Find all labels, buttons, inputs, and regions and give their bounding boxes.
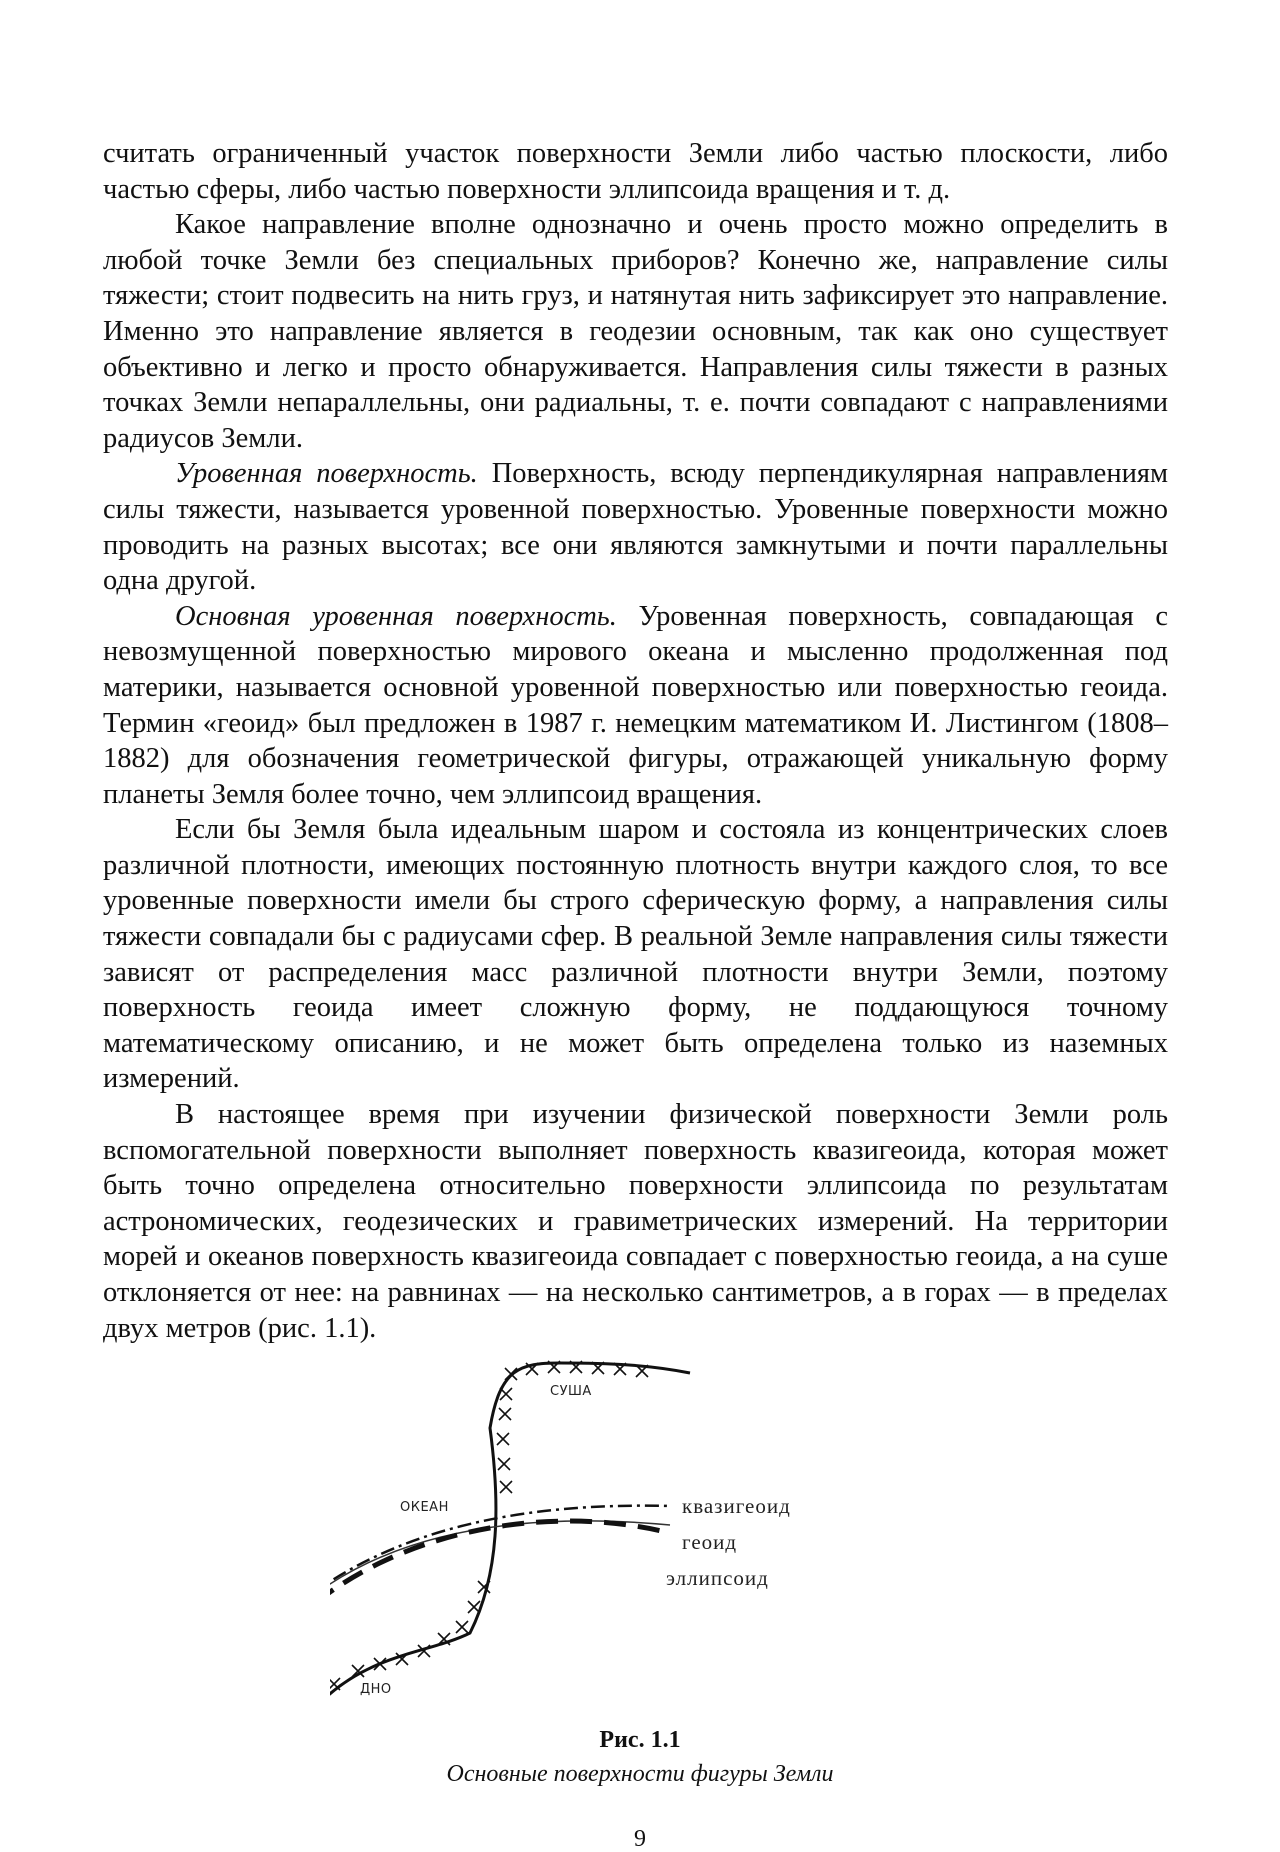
term-main-level-surface: Основная уровенная поверхность. — [175, 600, 617, 632]
label-bottom: ДНО — [360, 1682, 392, 1697]
paragraph-main-level-surface: Основная уровенная поверхность. Уровенная поверхность, совпадающая с невозмущенной поверхностью мирового океана и мысленно продолженная под материки, называется основной уровенной поверхностью или поверхностью геоида. Термин «геоид» был предложен в 1987 г. немецким математиком И. Листингом (1808–1882) для обозначения геометрической фигуры, отражающей уникальную форму планеты Земля более точно, чем эллипсоид вращения. — [103, 600, 1168, 810]
term-level-surface: Уровенная поверхность. — [175, 458, 478, 490]
paragraph-continued: считать ограниченный участок поверхности Земли либо частью плоскости, либо частью сферы, либо частью поверхности эллипсоида вращения и т. д. — [103, 138, 1168, 205]
label-quasigeoid: квазигеоид — [682, 1494, 791, 1518]
paragraph-quasigeoid: В настоящее время при изучении физической поверхности Земли роль вспомогательной поверхности выполняет поверхность квазигеоида, которая может быть точно определена относительно поверхности эллипсоида по результатам астрономических, геодезических и гравиметрических измерений. На территории морей и океанов поверхность квазигеоида совпадает с поверхностью геоида, а на суше отклоняется от нее: на равнинах — на несколько сантиметров, а в горах — в пределах двух метров (рис. 1.1). — [103, 1099, 1168, 1344]
label-land: СУША — [550, 1384, 592, 1399]
paragraph-level-surface: Уровенная поверхность. Поверхность, всюду перпендикулярная направлениям силы тяжести, называется уровенной поверхностью. Уровенные поверхности можно проводить на разных высотах; все они являются замкнутыми и почти параллельны одна другой. — [103, 458, 1168, 597]
land-hatching — [330, 1361, 648, 1707]
figure-earth-surfaces — [330, 1353, 950, 1723]
figure-caption-title: Основные поверхности фигуры Земли — [446, 1761, 834, 1787]
paragraph-gravity-direction: Какое направление вполне однозначно и очень просто можно определить в любой точке Земли без специальных приборов? Конечно же, направление силы тяжести; стоит подвесить на нить груз, и натянутая нить зафиксирует это направление. Именно это направление является в геодезии основным, так как оно существует объективно и легко и просто обнаруживается. Направления силы тяжести в разных точках Земли непараллельны, они радиальны, т. е. почти совпадают с направлениями радиусов Земли. — [103, 209, 1168, 454]
label-geoid: геоид — [682, 1530, 738, 1554]
paragraph-ideal-sphere: Если бы Земля была идеальным шаром и состояла из концентрических слоев различной плотности, имеющих постоянную плотность внутри каждого слоя, то все уровенные поверхности имели бы строго сферическую форму, а направления силы тяжести совпадали бы с радиусами сфер. В реальной Земле направления силы тяжести зависят от распределения масс различной плотности внутри Земли, поэтому поверхность геоида имеет сложную форму, не поддающуюся точному математическому описанию, и не может быть определена только из наземных измерений. — [103, 814, 1168, 1095]
figure-caption-number: Рис. 1.1 — [599, 1727, 681, 1753]
body-text — [103, 136, 1168, 1346]
physical-surface-line — [330, 1363, 690, 1703]
page-number: 9 — [634, 1826, 646, 1852]
label-ellipsoid: эллипсоид — [666, 1566, 769, 1590]
label-ocean: ОКЕАН — [400, 1500, 449, 1515]
geoid-line — [330, 1521, 670, 1625]
ellipsoid-line — [330, 1521, 670, 1615]
